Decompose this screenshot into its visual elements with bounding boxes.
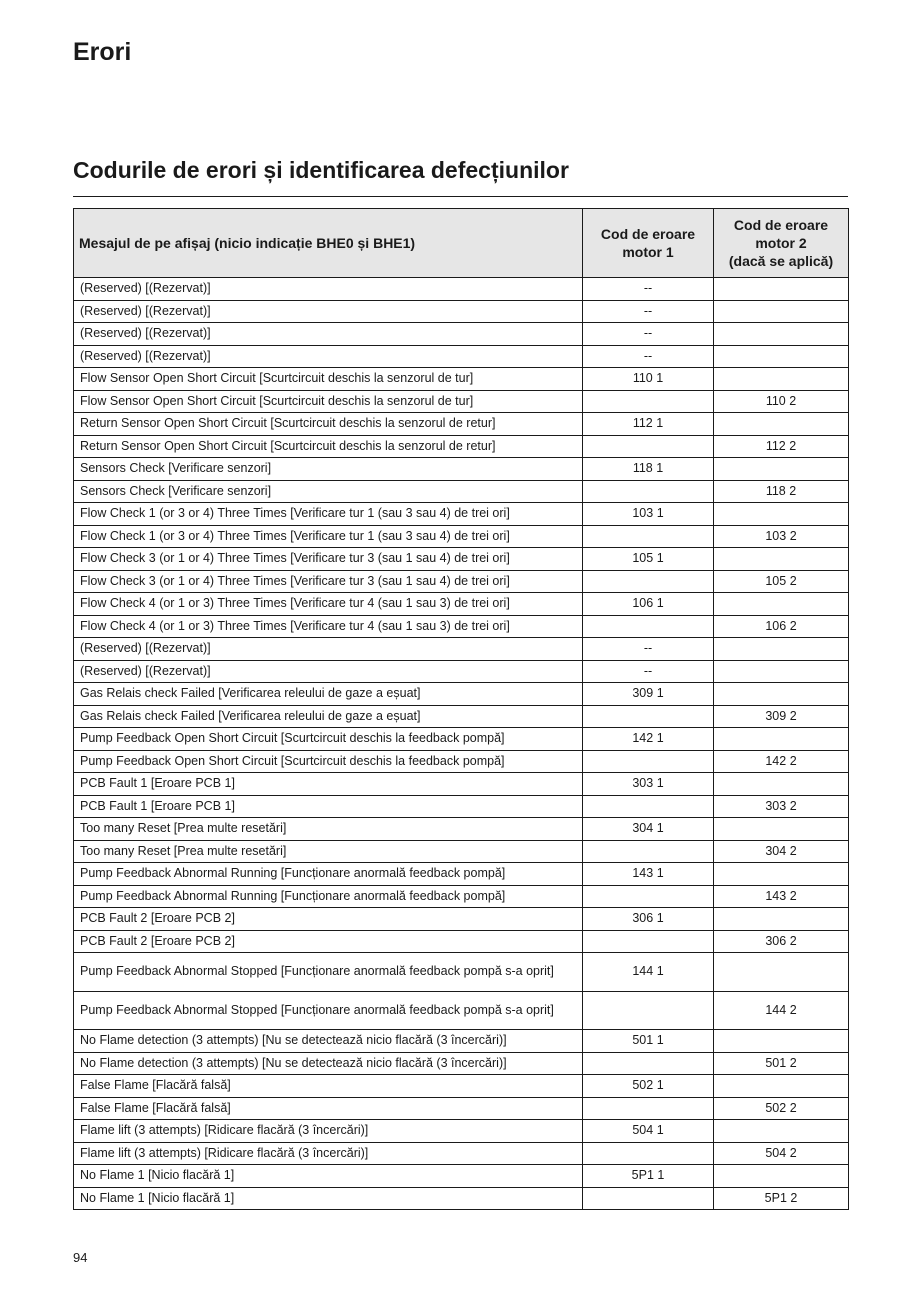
motor2-code-cell — [714, 413, 849, 436]
motor1-code-cell — [583, 570, 714, 593]
error-message-cell: Too many Reset [Prea multe resetări] — [74, 818, 583, 841]
table-row — [74, 863, 849, 886]
header-motor1-line1: Cod de eroare — [600, 226, 696, 242]
table-row — [74, 1030, 849, 1053]
motor2-code-cell — [714, 818, 849, 841]
motor2-code-cell: 112 2 — [714, 435, 849, 458]
motor2-code-cell — [714, 300, 849, 323]
table-row — [74, 908, 849, 931]
error-message-cell: (Reserved) [(Rezervat)] — [74, 638, 583, 661]
motor2-code-cell — [714, 660, 849, 683]
motor1-code-cell: 118 1 — [583, 458, 714, 481]
motor1-code-cell — [583, 435, 714, 458]
motor2-code-cell — [714, 1165, 849, 1188]
motor1-code-cell: 105 1 — [583, 548, 714, 571]
motor2-code-cell — [714, 773, 849, 796]
error-message-cell: (Reserved) [(Rezervat)] — [74, 323, 583, 346]
error-message-cell: (Reserved) [(Rezervat)] — [74, 278, 583, 301]
error-message-cell: Pump Feedback Abnormal Running [Funcționare anormală feedback pompă] — [74, 863, 583, 886]
table-row — [74, 570, 849, 593]
motor1-code-cell: 5P1 1 — [583, 1165, 714, 1188]
error-message-cell: PCB Fault 2 [Eroare PCB 2] — [74, 908, 583, 931]
table-row — [74, 638, 849, 661]
error-message-cell: Flame lift (3 attempts) [Ridicare flacără (3 încercări)] — [74, 1120, 583, 1143]
motor1-code-cell: 110 1 — [583, 368, 714, 391]
header-motor2 — [714, 209, 849, 278]
table-row — [74, 1165, 849, 1188]
motor2-code-cell: 306 2 — [714, 930, 849, 953]
motor2-code-cell: 110 2 — [714, 390, 849, 413]
table-row — [74, 390, 849, 413]
table-row — [74, 773, 849, 796]
motor1-code-cell: 306 1 — [583, 908, 714, 931]
table-row — [74, 345, 849, 368]
motor2-code-cell — [714, 323, 849, 346]
header-motor1-line2: motor 1 — [622, 244, 674, 260]
motor1-code-cell: -- — [583, 278, 714, 301]
motor2-code-cell — [714, 908, 849, 931]
table-row — [74, 368, 849, 391]
error-message-cell: False Flame [Flacără falsă] — [74, 1097, 583, 1120]
error-message-cell: Flow Sensor Open Short Circuit [Scurtcircuit deschis la senzorul de tur] — [74, 390, 583, 413]
error-message-cell: (Reserved) [(Rezervat)] — [74, 345, 583, 368]
motor1-code-cell — [583, 1052, 714, 1075]
table-row — [74, 593, 849, 616]
motor1-code-cell: 504 1 — [583, 1120, 714, 1143]
error-message-cell: (Reserved) [(Rezervat)] — [74, 660, 583, 683]
table-row — [74, 705, 849, 728]
motor2-code-cell — [714, 953, 849, 992]
error-message-cell: No Flame detection (3 attempts) [Nu se detectează nicio flacără (3 încercări)] — [74, 1052, 583, 1075]
motor1-code-cell: 304 1 — [583, 818, 714, 841]
section-divider — [73, 196, 848, 197]
motor1-code-cell — [583, 1142, 714, 1165]
error-message-cell: Too many Reset [Prea multe resetări] — [74, 840, 583, 863]
motor1-code-cell: -- — [583, 300, 714, 323]
motor2-code-cell — [714, 345, 849, 368]
error-message-cell: Pump Feedback Abnormal Stopped [Funcționare anormală feedback pompă s-a oprit] — [74, 953, 583, 992]
motor1-code-cell — [583, 991, 714, 1030]
motor2-code-cell: 106 2 — [714, 615, 849, 638]
motor1-code-cell — [583, 480, 714, 503]
error-message-cell: Return Sensor Open Short Circuit [Scurtcircuit deschis la senzorul de retur] — [74, 413, 583, 436]
table-row — [74, 413, 849, 436]
error-message-cell: No Flame detection (3 attempts) [Nu se detectează nicio flacără (3 încercări)] — [74, 1030, 583, 1053]
motor2-code-cell — [714, 1120, 849, 1143]
page-title: Erori — [73, 38, 132, 66]
table-row — [74, 660, 849, 683]
error-message-cell: Pump Feedback Abnormal Running [Funcționare anormală feedback pompă] — [74, 885, 583, 908]
motor1-code-cell — [583, 885, 714, 908]
error-message-cell: Pump Feedback Open Short Circuit [Scurtcircuit deschis la feedback pompă] — [74, 728, 583, 751]
header-motor2-line3: (dacă se aplică) — [728, 253, 834, 269]
motor2-code-cell: 143 2 — [714, 885, 849, 908]
motor2-code-cell — [714, 278, 849, 301]
error-message-cell: Sensors Check [Verificare senzori] — [74, 480, 583, 503]
header-message-label: Mesajul de pe afișaj (nicio indicație BHE0 și BHE1) — [79, 235, 416, 251]
motor2-code-cell — [714, 368, 849, 391]
motor1-code-cell — [583, 1097, 714, 1120]
motor1-code-cell: 103 1 — [583, 503, 714, 526]
motor2-code-cell — [714, 863, 849, 886]
motor1-code-cell: 501 1 — [583, 1030, 714, 1053]
motor2-code-cell — [714, 683, 849, 706]
motor1-code-cell — [583, 1187, 714, 1210]
error-message-cell: Flow Check 4 (or 1 or 3) Three Times [Verificare tur 4 (sau 1 sau 3) de trei ori] — [74, 615, 583, 638]
error-message-cell: PCB Fault 1 [Eroare PCB 1] — [74, 795, 583, 818]
table-row — [74, 1097, 849, 1120]
error-message-cell: Flow Check 3 (or 1 or 4) Three Times [Verificare tur 3 (sau 1 sau 4) de trei ori] — [74, 548, 583, 571]
motor1-code-cell: -- — [583, 638, 714, 661]
error-message-cell: Gas Relais check Failed [Verificarea releului de gaze a eșuat] — [74, 705, 583, 728]
header-motor2-line1: Cod de eroare — [733, 217, 829, 233]
error-message-cell: Return Sensor Open Short Circuit [Scurtcircuit deschis la senzorul de retur] — [74, 435, 583, 458]
error-message-cell: Gas Relais check Failed [Verificarea releului de gaze a eșuat] — [74, 683, 583, 706]
error-message-cell: PCB Fault 1 [Eroare PCB 1] — [74, 773, 583, 796]
section-title: Codurile de erori și identificarea defecțiunilor — [73, 157, 569, 183]
motor2-code-cell — [714, 638, 849, 661]
table-row — [74, 1120, 849, 1143]
motor1-code-cell — [583, 795, 714, 818]
error-message-cell: (Reserved) [(Rezervat)] — [74, 300, 583, 323]
motor2-code-cell — [714, 593, 849, 616]
table-row — [74, 953, 849, 992]
table-row — [74, 1142, 849, 1165]
table-row — [74, 683, 849, 706]
motor2-code-cell — [714, 1075, 849, 1098]
motor1-code-cell: 142 1 — [583, 728, 714, 751]
table-row — [74, 458, 849, 481]
error-message-cell: Flow Sensor Open Short Circuit [Scurtcircuit deschis la senzorul de tur] — [74, 368, 583, 391]
motor2-code-cell: 144 2 — [714, 991, 849, 1030]
table-row — [74, 728, 849, 751]
motor1-code-cell — [583, 705, 714, 728]
table-row — [74, 548, 849, 571]
motor1-code-cell — [583, 390, 714, 413]
table-row — [74, 480, 849, 503]
table-row — [74, 1187, 849, 1210]
motor1-code-cell: 144 1 — [583, 953, 714, 992]
motor1-code-cell: 112 1 — [583, 413, 714, 436]
error-message-cell: No Flame 1 [Nicio flacără 1] — [74, 1165, 583, 1188]
table-row — [74, 615, 849, 638]
motor2-code-cell: 103 2 — [714, 525, 849, 548]
motor2-code-cell: 5P1 2 — [714, 1187, 849, 1210]
page-number: 94 — [73, 1250, 88, 1265]
motor2-code-cell — [714, 458, 849, 481]
motor1-code-cell: -- — [583, 660, 714, 683]
header-motor1 — [583, 209, 714, 278]
table-row — [74, 991, 849, 1030]
motor1-code-cell — [583, 615, 714, 638]
motor2-code-cell: 142 2 — [714, 750, 849, 773]
motor1-code-cell — [583, 840, 714, 863]
error-codes-table — [73, 208, 849, 1210]
table-row — [74, 885, 849, 908]
table-row — [74, 750, 849, 773]
table-row — [74, 840, 849, 863]
table-row — [74, 435, 849, 458]
motor2-code-cell: 105 2 — [714, 570, 849, 593]
motor2-code-cell: 304 2 — [714, 840, 849, 863]
motor2-code-cell: 303 2 — [714, 795, 849, 818]
error-message-cell: False Flame [Flacără falsă] — [74, 1075, 583, 1098]
motor2-code-cell: 309 2 — [714, 705, 849, 728]
table-row — [74, 503, 849, 526]
error-message-cell: Pump Feedback Abnormal Stopped [Funcționare anormală feedback pompă s-a oprit] — [74, 991, 583, 1030]
table-row — [74, 323, 849, 346]
table-row — [74, 300, 849, 323]
error-message-cell: PCB Fault 2 [Eroare PCB 2] — [74, 930, 583, 953]
motor2-code-cell — [714, 728, 849, 751]
motor1-code-cell: -- — [583, 345, 714, 368]
error-message-cell: Flow Check 1 (or 3 or 4) Three Times [Verificare tur 1 (sau 3 sau 4) de trei ori] — [74, 525, 583, 548]
motor2-code-cell — [714, 548, 849, 571]
motor2-code-cell: 504 2 — [714, 1142, 849, 1165]
motor2-code-cell: 502 2 — [714, 1097, 849, 1120]
table-row — [74, 818, 849, 841]
motor2-code-cell: 501 2 — [714, 1052, 849, 1075]
error-message-cell: Flow Check 1 (or 3 or 4) Three Times [Verificare tur 1 (sau 3 sau 4) de trei ori] — [74, 503, 583, 526]
motor1-code-cell — [583, 930, 714, 953]
table-row — [74, 525, 849, 548]
motor2-code-cell — [714, 503, 849, 526]
error-message-cell: Pump Feedback Open Short Circuit [Scurtcircuit deschis la feedback pompă] — [74, 750, 583, 773]
table-row — [74, 278, 849, 301]
error-message-cell: Flow Check 4 (or 1 or 3) Three Times [Verificare tur 4 (sau 1 sau 3) de trei ori] — [74, 593, 583, 616]
motor1-code-cell: -- — [583, 323, 714, 346]
error-message-cell: Sensors Check [Verificare senzori] — [74, 458, 583, 481]
header-message — [74, 209, 583, 278]
motor1-code-cell: 106 1 — [583, 593, 714, 616]
motor1-code-cell: 143 1 — [583, 863, 714, 886]
error-rows — [74, 278, 849, 1210]
table-header-row — [74, 209, 849, 278]
motor1-code-cell — [583, 750, 714, 773]
table-row — [74, 1052, 849, 1075]
motor2-code-cell — [714, 1030, 849, 1053]
table-row — [74, 795, 849, 818]
motor1-code-cell — [583, 525, 714, 548]
error-message-cell: Flame lift (3 attempts) [Ridicare flacără (3 încercări)] — [74, 1142, 583, 1165]
table-row — [74, 1075, 849, 1098]
motor1-code-cell: 303 1 — [583, 773, 714, 796]
table-row — [74, 930, 849, 953]
header-motor2-line2: motor 2 — [755, 235, 807, 251]
motor2-code-cell: 118 2 — [714, 480, 849, 503]
error-message-cell: Flow Check 3 (or 1 or 4) Three Times [Verificare tur 3 (sau 1 sau 4) de trei ori] — [74, 570, 583, 593]
error-message-cell: No Flame 1 [Nicio flacără 1] — [74, 1187, 583, 1210]
motor1-code-cell: 502 1 — [583, 1075, 714, 1098]
motor1-code-cell: 309 1 — [583, 683, 714, 706]
